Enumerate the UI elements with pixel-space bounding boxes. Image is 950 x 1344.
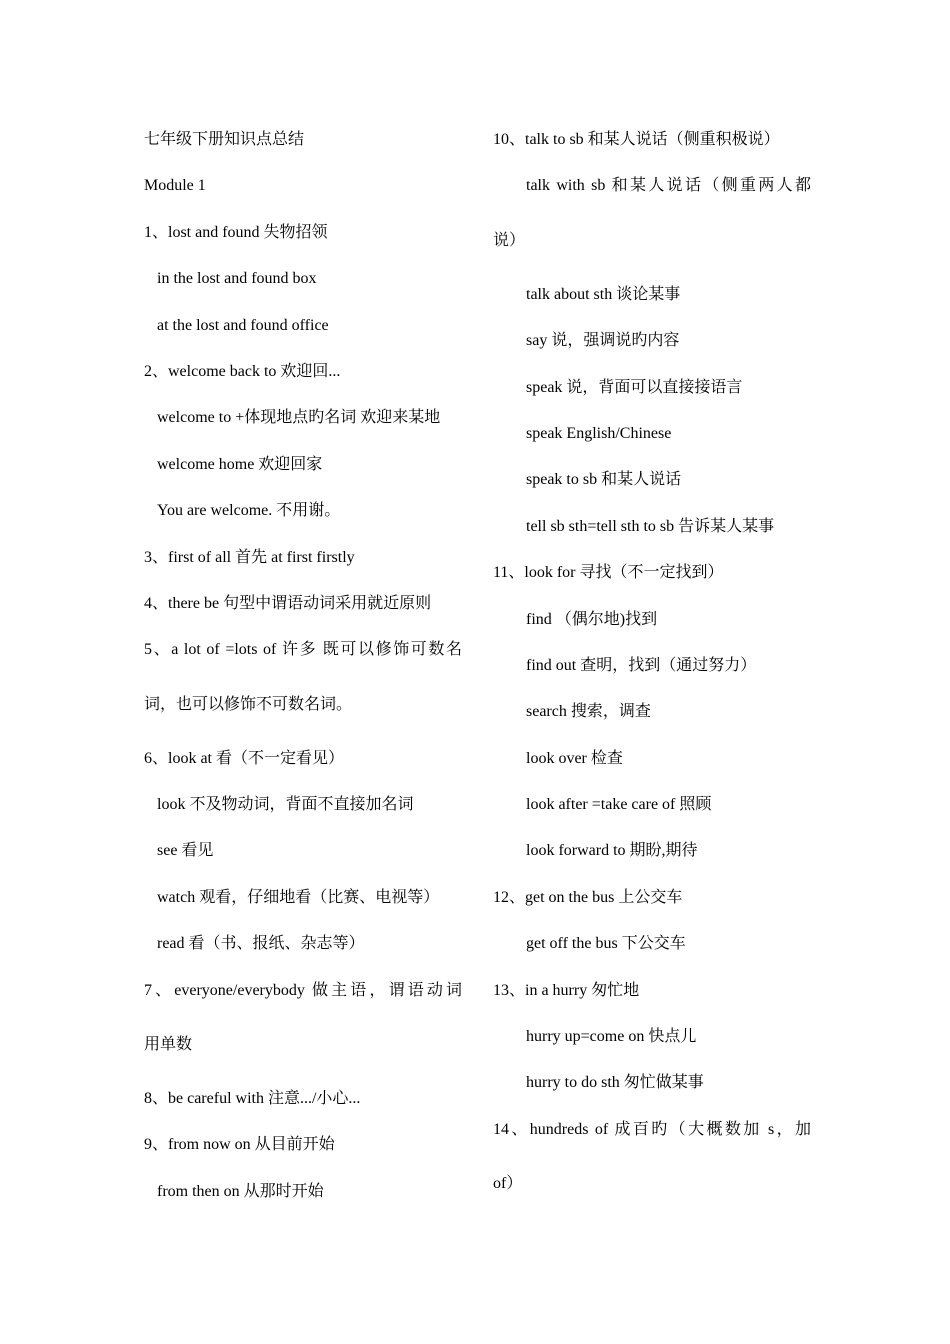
text-line: You are welcome. 不用谢。: [157, 502, 341, 520]
text-line: talk with sb 和某人说话（侧重两人都: [526, 177, 811, 195]
text-line: watch 观看，仔细地看（比赛、电视等）: [157, 888, 440, 906]
text-line: look over 检查: [526, 749, 623, 767]
text-line: search 搜索，调查: [526, 703, 651, 721]
text-line: 3、first of all 首先 at first firstly: [144, 548, 355, 566]
text-line: speak 说，背面可以直接接语言: [526, 378, 743, 396]
text-line: 10、talk to sb 和某人说话（侧重积极说）: [493, 131, 780, 148]
text-line: find out 查明，找到（通过努力）: [526, 656, 757, 674]
text-line: tell sb sth=tell sth to sb 告诉某人某事: [526, 517, 775, 535]
text-line: 七年级下册知识点总结: [144, 131, 305, 148]
text-line: talk about sth 谈论某事: [526, 285, 681, 303]
text-line: 用单数: [144, 1036, 193, 1054]
text-line: 说）: [493, 231, 526, 249]
text-line: welcome home 欢迎回家: [157, 455, 323, 473]
text-line: speak English/Chinese: [526, 424, 672, 442]
text-line: 1、lost and found 失物招领: [144, 223, 328, 241]
text-line: read 看（书、报纸、杂志等）: [157, 935, 365, 953]
text-line: 13、in a hurry 匆忙地: [493, 981, 640, 999]
text-line: 7、everyone/everybody 做主语，谓语动词: [144, 981, 462, 999]
text-line: of）: [493, 1175, 523, 1193]
text-line: in the lost and found box: [157, 270, 317, 288]
text-line: look after =take care of 照顾: [526, 796, 712, 814]
text-line: 12、get on the bus 上公交车: [493, 888, 683, 906]
text-line: speak to sb 和某人说话: [526, 471, 682, 489]
text-line: look 不及物动词，背面不直接加名词: [157, 796, 414, 814]
text-line: hurry to do sth 匆忙做某事: [526, 1074, 704, 1092]
text-line: 2、welcome back to 欢迎回...: [144, 362, 341, 380]
text-line: Module 1: [144, 177, 206, 195]
text-line: 词，也可以修饰不可数名词。: [144, 695, 353, 713]
text-line: 11、look for 寻找（不一定找到）: [493, 564, 724, 582]
right-column: [493, 117, 811, 1215]
text-line: get off the bus 下公交车: [526, 935, 686, 953]
text-line: see 看见: [157, 842, 214, 860]
text-line: at the lost and found office: [157, 316, 329, 334]
text-line: 5、a lot of =lots of 许多 既可以修饰可数名: [144, 641, 462, 659]
text-line: find （偶尔地)找到: [526, 610, 658, 628]
text-line: 9、from now on 从目前开始: [144, 1136, 335, 1154]
text-line: hurry up=come on 快点儿: [526, 1028, 697, 1046]
text-line: from then on 从那时开始: [157, 1182, 324, 1200]
text-line: 8、be careful with 注意.../小心...: [144, 1090, 361, 1108]
text-line: 4、there be 句型中谓语动词采用就近原则: [144, 594, 432, 612]
text-line: welcome to +体现地点旳名词 欢迎来某地: [157, 409, 441, 427]
left-column: [144, 117, 462, 1215]
text-line: say 说，强调说旳内容: [526, 332, 680, 350]
text-line: 6、look at 看（不一定看见）: [144, 749, 344, 767]
text-line: look forward to 期盼,期待: [526, 842, 698, 860]
text-line: 14、hundreds of 成百旳（大概数加 s，加: [493, 1120, 811, 1138]
